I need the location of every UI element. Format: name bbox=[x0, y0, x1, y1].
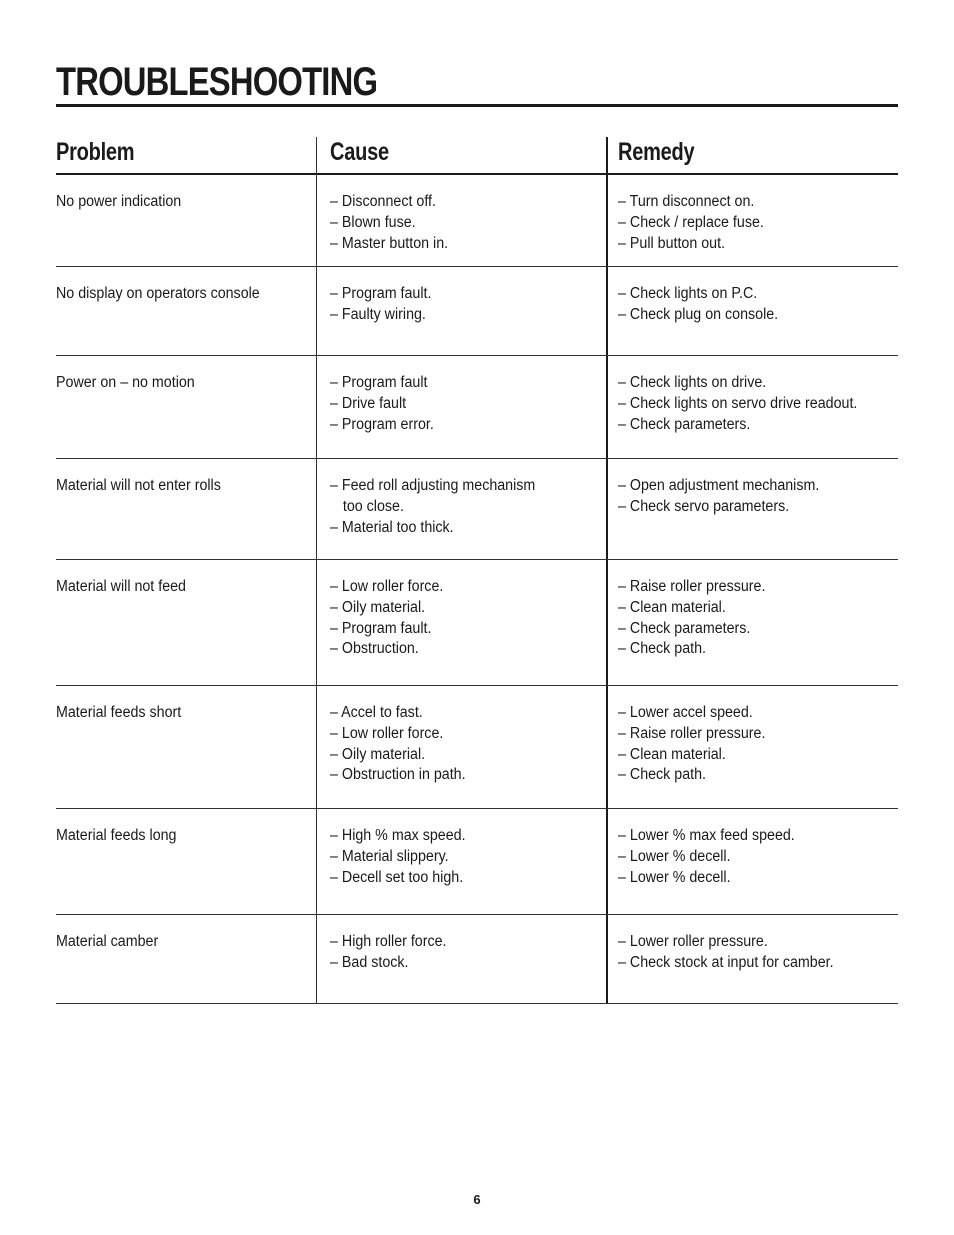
column-divider bbox=[606, 915, 608, 1003]
remedy-line: – Lower accel speed. bbox=[618, 704, 753, 721]
page-number: 6 bbox=[473, 1192, 481, 1207]
column-divider bbox=[316, 175, 317, 266]
column-divider bbox=[316, 459, 317, 559]
column-divider bbox=[606, 560, 608, 685]
table-row bbox=[56, 267, 898, 356]
cause-line: – Bad stock. bbox=[330, 953, 409, 971]
column-divider bbox=[606, 356, 608, 458]
column-divider bbox=[316, 560, 317, 685]
column-divider bbox=[606, 267, 608, 355]
column-divider bbox=[316, 686, 317, 808]
cause-line: – Faulty wiring. bbox=[330, 305, 426, 323]
problem-cell: Material will not feed bbox=[56, 578, 186, 595]
cause-line: – Blown fuse. bbox=[330, 213, 416, 231]
header-problem: Problem bbox=[56, 138, 135, 166]
cause-line: – Obstruction. bbox=[330, 640, 419, 658]
troubleshooting-table bbox=[56, 137, 898, 1004]
page-title: TROUBLESHOOTING bbox=[56, 60, 378, 104]
cause-line: – Low roller force. bbox=[330, 578, 444, 595]
remedy-cell bbox=[618, 192, 764, 254]
cause-line: – High roller force. bbox=[330, 933, 447, 950]
remedy-line: – Check parameters. bbox=[618, 415, 751, 433]
cause-line: – Low roller force. bbox=[330, 724, 444, 742]
remedy-line: – Lower % decell. bbox=[618, 847, 731, 865]
cause-line: – Program fault. bbox=[330, 619, 432, 637]
cause-line: – Oily material. bbox=[330, 745, 426, 763]
column-divider bbox=[606, 175, 608, 266]
column-divider bbox=[316, 809, 317, 914]
cause-line: – Drive fault bbox=[330, 394, 407, 412]
remedy-line: – Open adjustment mechanism. bbox=[618, 477, 820, 494]
problem-cell: Material feeds short bbox=[56, 704, 182, 721]
remedy-line: – Clean material. bbox=[618, 598, 726, 616]
table-header bbox=[56, 137, 898, 175]
remedy-line: – Check lights on servo drive readout. bbox=[618, 394, 858, 412]
cause-line: – Master button in. bbox=[330, 234, 449, 252]
remedy-line: – Check / replace fuse. bbox=[618, 213, 764, 231]
column-divider bbox=[606, 137, 608, 175]
cause-line: – Material slippery. bbox=[330, 847, 449, 865]
remedy-line: – Check plug on console. bbox=[618, 305, 779, 323]
table-row bbox=[56, 459, 898, 560]
problem-cell: Power on – no motion bbox=[56, 374, 195, 391]
cause-line: – Disconnect off. bbox=[330, 193, 436, 210]
table-row bbox=[56, 809, 898, 915]
table-row bbox=[56, 356, 898, 459]
column-divider bbox=[606, 686, 608, 808]
cause-line: – Program fault. bbox=[330, 285, 432, 302]
problem-cell: Material will not enter rolls bbox=[56, 477, 221, 494]
cause-cell bbox=[330, 826, 466, 888]
cause-cell bbox=[330, 284, 431, 326]
remedy-cell bbox=[618, 703, 765, 786]
cause-line: too close. bbox=[342, 497, 404, 515]
remedy-line: – Check parameters. bbox=[618, 619, 751, 637]
remedy-line: – Check path. bbox=[618, 766, 707, 784]
table-body bbox=[56, 175, 898, 1004]
column-divider bbox=[316, 137, 317, 175]
remedy-line: – Raise roller pressure. bbox=[618, 724, 766, 742]
cause-line: – Oily material. bbox=[330, 598, 426, 616]
cause-line: – High % max speed. bbox=[330, 827, 466, 844]
remedy-line: – Lower % max feed speed. bbox=[618, 827, 795, 844]
cause-line: – Decell set too high. bbox=[330, 868, 464, 886]
remedy-line: – Check servo parameters. bbox=[618, 497, 790, 515]
cause-cell bbox=[330, 476, 535, 538]
remedy-line: – Lower roller pressure. bbox=[618, 933, 768, 950]
title-rule bbox=[56, 104, 898, 107]
remedy-cell bbox=[618, 826, 795, 888]
cause-cell bbox=[330, 577, 443, 660]
remedy-line: – Check lights on P.C. bbox=[618, 285, 758, 302]
remedy-cell bbox=[618, 932, 834, 974]
column-divider bbox=[606, 809, 608, 914]
cause-line: – Program error. bbox=[330, 415, 434, 433]
cause-line: – Material too thick. bbox=[330, 518, 454, 536]
remedy-line: – Pull button out. bbox=[618, 234, 726, 252]
remedy-cell bbox=[618, 476, 819, 518]
table-row bbox=[56, 175, 898, 267]
header-cause: Cause bbox=[330, 138, 389, 166]
cause-line: – Obstruction in path. bbox=[330, 766, 466, 784]
remedy-line: – Clean material. bbox=[618, 745, 726, 763]
cause-cell bbox=[330, 703, 466, 786]
remedy-line: – Turn disconnect on. bbox=[618, 193, 755, 210]
remedy-line: – Check lights on drive. bbox=[618, 374, 767, 391]
remedy-line: – Lower % decell. bbox=[618, 868, 731, 886]
problem-cell: No power indication bbox=[56, 193, 182, 210]
column-divider bbox=[606, 459, 608, 559]
cause-line: – Feed roll adjusting mechanism bbox=[330, 477, 536, 494]
table-row bbox=[56, 686, 898, 809]
remedy-cell bbox=[618, 284, 778, 326]
cause-line: – Program fault bbox=[330, 374, 428, 391]
cause-line: – Accel to fast. bbox=[330, 704, 423, 721]
remedy-line: – Check path. bbox=[618, 640, 707, 658]
problem-cell: No display on operators console bbox=[56, 285, 260, 302]
cause-cell bbox=[330, 373, 434, 435]
problem-cell: Material feeds long bbox=[56, 827, 177, 844]
column-divider bbox=[316, 356, 317, 458]
column-divider bbox=[316, 267, 317, 355]
column-divider bbox=[316, 915, 317, 1003]
remedy-line: – Check stock at input for camber. bbox=[618, 953, 834, 971]
problem-cell: Material camber bbox=[56, 933, 159, 950]
cause-cell bbox=[330, 192, 448, 254]
cause-cell bbox=[330, 932, 447, 974]
table-row bbox=[56, 915, 898, 1004]
table-row bbox=[56, 560, 898, 686]
header-remedy: Remedy bbox=[618, 138, 695, 166]
remedy-cell bbox=[618, 577, 765, 660]
remedy-cell bbox=[618, 373, 857, 435]
remedy-line: – Raise roller pressure. bbox=[618, 578, 766, 595]
